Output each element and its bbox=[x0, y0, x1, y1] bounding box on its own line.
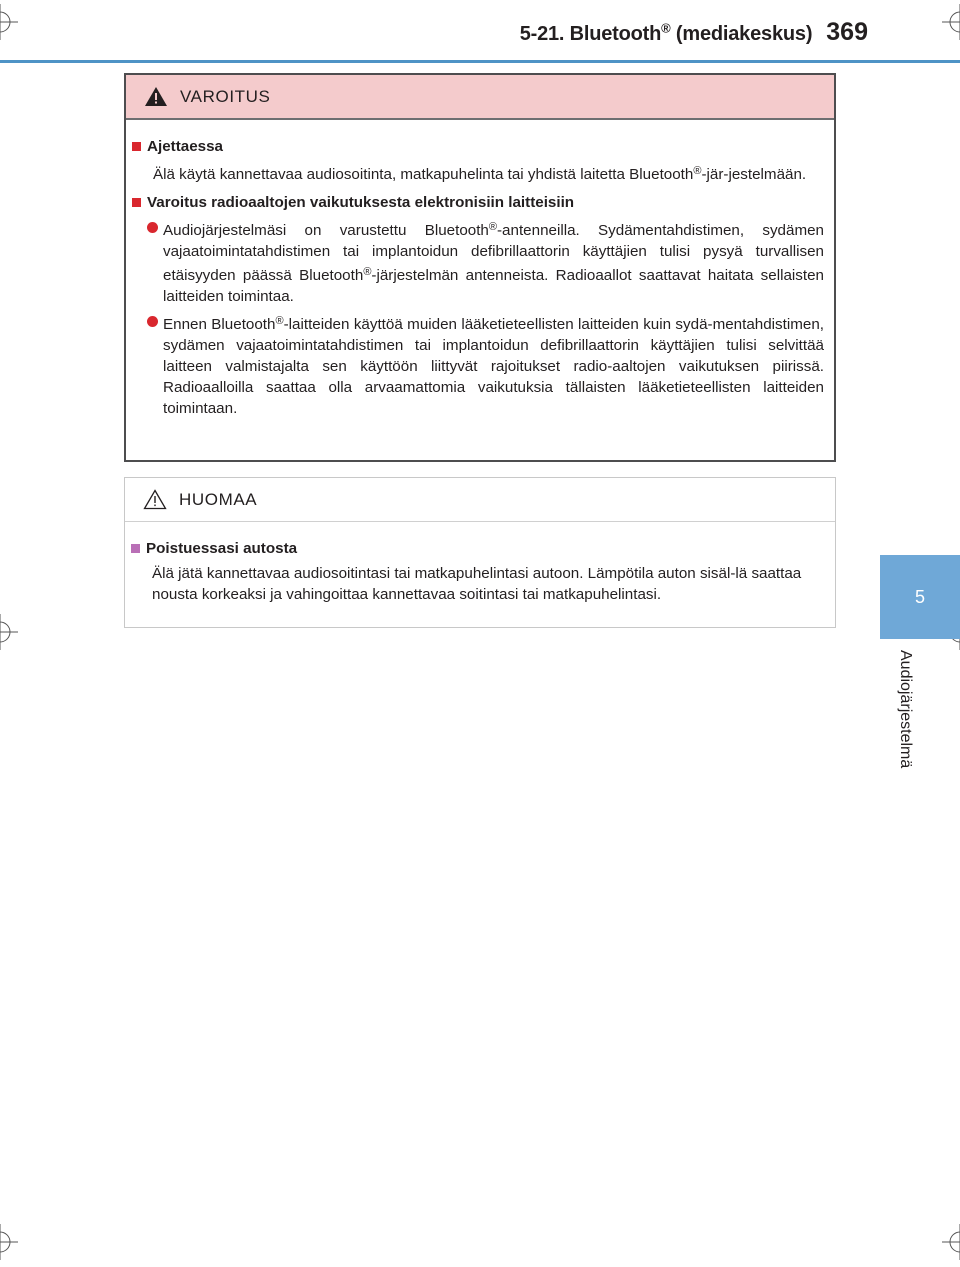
section-square-icon bbox=[132, 198, 141, 207]
bullet-dot-icon bbox=[147, 316, 158, 327]
section-square-icon bbox=[131, 544, 140, 553]
notice-triangle-icon bbox=[143, 489, 167, 510]
notice-box bbox=[124, 477, 836, 628]
section-title: Varoitus radioaaltojen vaikutuksesta elektronisiin laitteisiin bbox=[147, 194, 575, 211]
header-rule bbox=[0, 60, 960, 63]
warning-section-radio-waves bbox=[132, 192, 824, 419]
warning-box bbox=[124, 73, 836, 462]
section-title: Ajettaessa bbox=[147, 138, 223, 155]
chapter-label: Audiojärjestelmä bbox=[897, 650, 914, 769]
notice-header bbox=[125, 478, 835, 522]
warning-header bbox=[126, 75, 834, 120]
bullet-dot-icon bbox=[147, 222, 158, 233]
warning-triangle-icon bbox=[144, 86, 168, 107]
list-item: Ennen Bluetooth®-laitteiden käyttöä muiden lääketieteellisten laitteiden kuin sydä-mentahdistimen, sydämen vajaatoimintatahdistimen tai implantoidun defibrillaattorin käyttäjien tulisi selvittää laitteen valmistajalta sen käyttöön liittyvät rajoitukset radio-aaltojen vaikutuksen piirissä. Radioaalloilla saattaa olla arvaamattomia vaikutuksia tällaisten lääketieteellisten laitteiden toimintaan. bbox=[147, 311, 824, 419]
chapter-tab bbox=[880, 555, 960, 639]
page-number: 369 bbox=[826, 18, 868, 46]
notice-heading: HUOMAA bbox=[179, 489, 258, 509]
section-text: Älä käytä kannettavaa audiosoitinta, matkapuhelinta tai yhdistä laitetta Bluetooth®-jär-jestelmään. bbox=[153, 165, 807, 183]
section-title: Poistuessasi autosta bbox=[146, 540, 298, 557]
warning-section-driving bbox=[132, 136, 824, 185]
page-header bbox=[0, 18, 868, 58]
registration-mark-bottom-left bbox=[0, 1224, 18, 1260]
list-item: Audiojärjestelmäsi on varustettu Bluetooth®-antenneilla. Sydämentahdistimen, sydämen vajaatoimintatahdistimen tai implantoidun defibrillaattorin käyttäjien tulisi pysyä turvallisen etäisyyden päässä Bluetooth®-järjestelmän antenneista. Radioaallot saattavat haitata sellaisten laitteiden toimintaa. bbox=[147, 217, 824, 307]
section-text: Älä jätä kannettavaa audiosoitintasi tai matkapuhelintasi autoon. Lämpötila auton sisäl-lä saattaa nousta korkeaksi ja vahingoittaa kannettavaa soitintasi tai matkapuhelintasi. bbox=[152, 565, 802, 603]
registration-mark-mid-left bbox=[0, 614, 18, 650]
notice-section-leaving-car bbox=[131, 538, 825, 605]
chapter-number: 5 bbox=[914, 586, 925, 607]
section-title: 5-21. Bluetooth® (mediakeskus) bbox=[519, 20, 813, 45]
section-square-icon bbox=[132, 142, 141, 151]
warning-heading: VAROITUS bbox=[180, 86, 271, 106]
registration-mark-bottom-right bbox=[942, 1224, 960, 1260]
registration-mark-top-right bbox=[942, 4, 960, 40]
